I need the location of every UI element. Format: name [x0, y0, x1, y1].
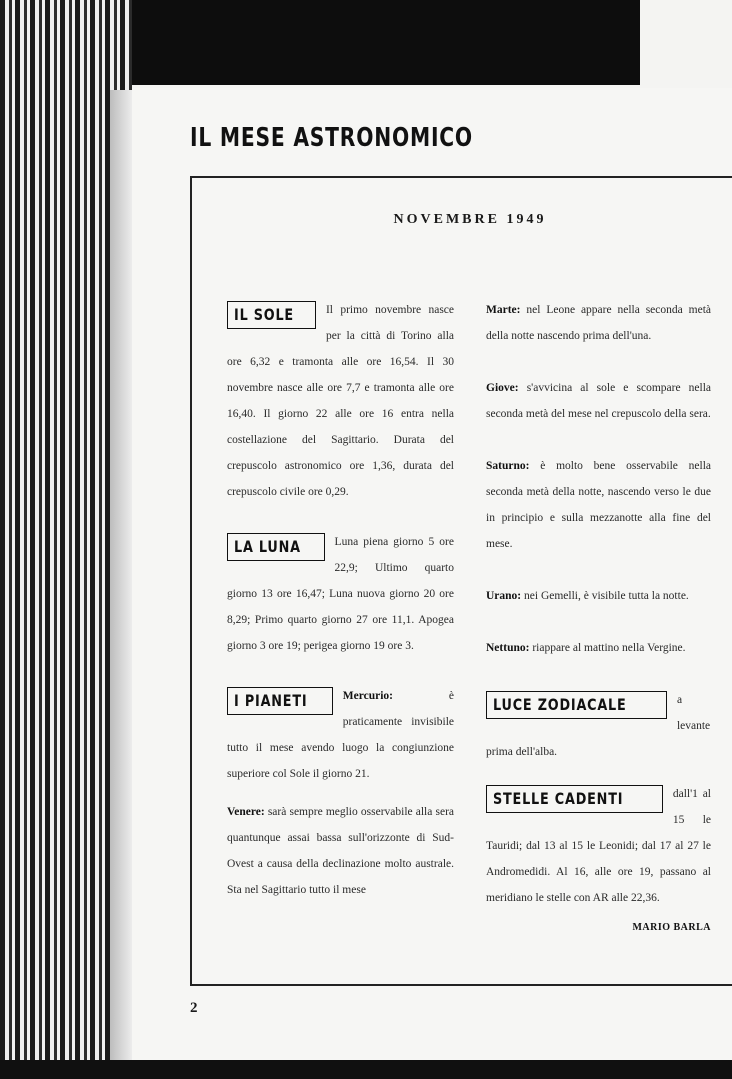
masthead-title: IL MESE ASTRONOMICO: [190, 123, 473, 153]
scan-dark-bottom-band: [0, 1060, 732, 1079]
saturno-text: è molto bene osservabile nella seconda metà della notte, nascendo verso le due in principio e sulla mezzanotte alla fine del mese.: [486, 460, 711, 550]
right-column: [486, 297, 711, 941]
label-il-sole: IL SOLE: [227, 301, 316, 329]
label-la-luna: LA LUNA: [227, 533, 325, 561]
urano-paragraph: [486, 583, 711, 609]
page-number: 2: [190, 1000, 198, 1016]
venere-name: Venere:: [227, 806, 265, 818]
nettuno-name: Nettuno:: [486, 642, 530, 654]
giove-text: s'avvicina al sole e scompare nella seconda metà del mese nel crepuscolo della sera.: [486, 382, 712, 420]
mercurio-name: Mercurio:: [342, 690, 394, 702]
urano-name: Urano:: [486, 590, 522, 602]
section-luna: [227, 529, 454, 659]
label-i-pianeti: I PIANETI: [227, 687, 333, 715]
section-stelle-cadenti: [486, 781, 711, 911]
section-pianeti: [227, 683, 454, 903]
nettuno-paragraph: [486, 635, 711, 661]
author-signature: MARIO BARLA: [632, 922, 711, 933]
urano-text: nei Gemelli, è visibile tutta la notte.: [524, 590, 689, 602]
section-sole: [227, 297, 454, 505]
luce-text: a levante prima dell'alba.: [486, 694, 711, 758]
venere-text: sarà sempre meglio osservabile alla sera quantunque assai bassa sull'orizzonte di Sud-Ovest a causa della declinazione molto australe. Sta nel Sagittario tutto il mese: [227, 806, 454, 896]
sole-text: Il primo novembre nasce per la città di Torino alla ore 6,32 e tramonta alle ore 16,54. Il 30 novembre nasce alle ore 7,7 e tramonta alle ore 16,40. Il giorno 22 alle ore 16 entra nella costellazione del Sagittario. Durata del crepuscolo astronomico ore 1,36, durata del crepuscolo civile ore 0,29.: [227, 304, 454, 498]
saturno-paragraph: [486, 453, 711, 557]
marte-name: Marte:: [486, 304, 521, 316]
left-column: [227, 297, 454, 903]
nettuno-text: riappare al mattino nella Vergine.: [532, 642, 686, 654]
label-luce-zodiacale: LUCE ZODIACALE: [486, 691, 667, 719]
marte-text: nel Leone appare nella seconda metà della notte nascendo prima dell'una.: [486, 304, 711, 342]
section-luce-zodiacale: [486, 687, 711, 765]
luna-text: Luna piena giorno 5 ore 22,9; Ultimo quarto giorno 13 ore 16,47; Luna nuova giorno 20 ore 8,29; Primo quarto giorno 27 ore 11,1. Apogea giorno 3 ore 19; perigea giorno 19 ore 3.: [227, 536, 454, 652]
month-heading: NOVEMBRE 1949: [393, 212, 547, 227]
venere-paragraph: [227, 799, 454, 903]
marte-paragraph: [486, 297, 711, 349]
saturno-name: Saturno:: [486, 460, 530, 472]
label-stelle-cadenti: STELLE CADENTI: [486, 785, 663, 813]
giove-paragraph: [486, 375, 711, 427]
mercurio-text: è praticamente invisibile tutto il mese avendo luogo la congiunzione superiore col Sole il giorno 21.: [227, 690, 454, 780]
page-gutter-shadow: [110, 90, 132, 1060]
stelle-text: dall'1 al 15 le Tauridi; dal 13 al 15 le Leonidi; dal 17 al 27 le Andromedidi. Al 16, alle ore 19, passano al meridiano le stelle con AR alle 22,36.: [486, 788, 711, 904]
giove-name: Giove:: [486, 382, 519, 394]
